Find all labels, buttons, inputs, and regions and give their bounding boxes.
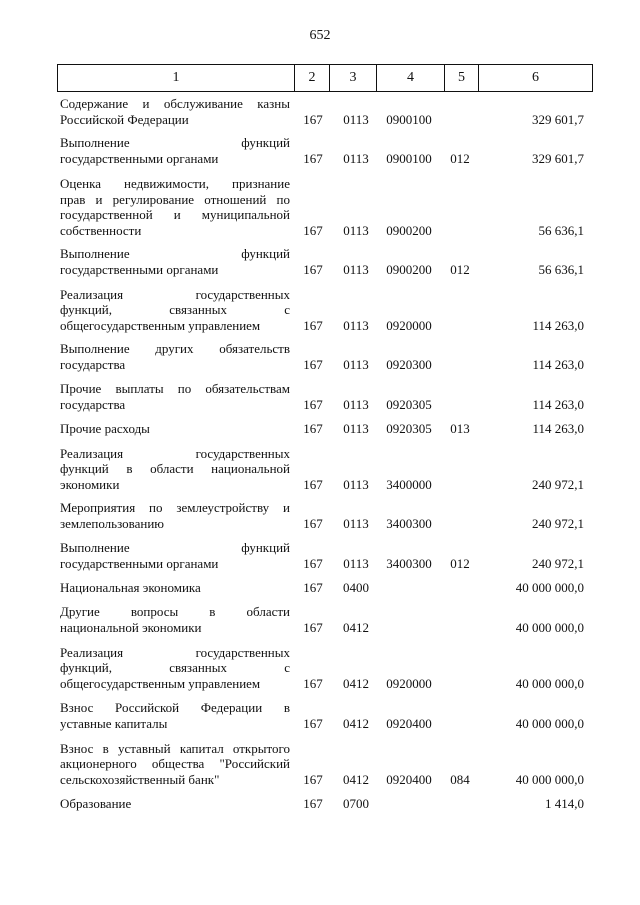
row-target-article: 0900200	[386, 222, 432, 238]
column-header-4: 4	[377, 65, 445, 92]
row-amount: 40 000 000,0	[515, 675, 584, 691]
table-row	[0, 500, 640, 531]
table-row	[0, 741, 640, 788]
row-description-line: Реализация государственных	[60, 286, 290, 302]
table-row	[0, 287, 640, 334]
row-target-article: 0920305	[386, 420, 432, 436]
row-section-code: 0113	[343, 515, 369, 531]
row-amount: 114 263,0	[532, 356, 584, 372]
row-description	[60, 381, 290, 412]
row-section-code: 0412	[343, 771, 369, 787]
row-expense-type: 012	[450, 261, 470, 277]
row-amount: 329 601,7	[532, 111, 584, 127]
row-description-line: Прочие выплаты по обязательствам	[60, 381, 290, 396]
table-row	[0, 246, 640, 277]
row-description	[60, 96, 290, 127]
row-target-article: 0900200	[386, 261, 432, 277]
row-description-line: Национальная экономика	[60, 579, 201, 595]
row-description-line: общегосударственным управлением	[60, 675, 261, 691]
row-description-line: Мероприятия по землеустройству и	[60, 500, 290, 515]
table-row	[0, 796, 640, 812]
table-row	[0, 341, 640, 372]
column-header-row	[58, 65, 593, 92]
row-amount: 240 972,1	[532, 555, 584, 571]
row-description	[60, 176, 290, 238]
row-target-article: 0920000	[386, 675, 432, 691]
row-description-line: государственными органами	[60, 261, 219, 277]
row-description-line: землепользованию	[60, 515, 165, 531]
row-description-line: Выполнение функций	[60, 246, 290, 261]
row-description-line: государства	[60, 396, 126, 412]
row-description-line: Российской Федерации	[60, 111, 189, 127]
table-row	[0, 645, 640, 692]
row-description	[60, 580, 290, 596]
row-section-code: 0700	[343, 795, 369, 811]
row-chapter-code: 167	[303, 619, 323, 635]
row-amount: 40 000 000,0	[515, 771, 584, 787]
row-target-article: 0920400	[386, 771, 432, 787]
row-description-line: экономики	[60, 476, 120, 492]
row-target-article: 3400300	[386, 515, 432, 531]
row-description-line: Выполнение других обязательств	[60, 341, 290, 356]
row-description-line: функций в области национальной	[60, 461, 290, 476]
row-section-code: 0412	[343, 619, 369, 635]
row-target-article: 0920400	[386, 715, 432, 731]
row-description-line: государственной и муниципальной	[60, 207, 290, 222]
row-description-line: функций, связанных с	[60, 660, 290, 675]
table-row	[0, 580, 640, 596]
row-description-line: Взнос в уставный капитал открытого	[60, 740, 290, 756]
row-chapter-code: 167	[303, 715, 323, 731]
column-header-5: 5	[445, 65, 479, 92]
row-chapter-code: 167	[303, 356, 323, 372]
row-expense-type: 012	[450, 555, 470, 571]
row-amount: 114 263,0	[532, 396, 584, 412]
row-amount: 114 263,0	[532, 317, 584, 333]
row-description-line: Реализация государственных	[60, 445, 290, 461]
column-header-table	[57, 64, 593, 92]
column-header-1: 1	[58, 65, 295, 92]
row-target-article: 0900100	[386, 111, 432, 127]
row-expense-type: 012	[450, 150, 470, 166]
row-section-code: 0113	[343, 111, 369, 127]
row-chapter-code: 167	[303, 150, 323, 166]
row-chapter-code: 167	[303, 317, 323, 333]
row-amount: 40 000 000,0	[515, 715, 584, 731]
row-amount: 56 636,1	[538, 222, 584, 238]
row-chapter-code: 167	[303, 111, 323, 127]
row-chapter-code: 167	[303, 476, 323, 492]
row-description	[60, 287, 290, 334]
row-section-code: 0113	[343, 420, 369, 436]
row-description-line: собственности	[60, 222, 142, 238]
row-description	[60, 645, 290, 692]
row-target-article: 0920300	[386, 356, 432, 372]
table-row	[0, 540, 640, 571]
row-chapter-code: 167	[303, 515, 323, 531]
row-chapter-code: 167	[303, 396, 323, 412]
row-amount: 40 000 000,0	[515, 619, 584, 635]
row-chapter-code: 167	[303, 795, 323, 811]
row-section-code: 0412	[343, 715, 369, 731]
row-section-code: 0400	[343, 579, 369, 595]
row-amount: 240 972,1	[532, 476, 584, 492]
row-chapter-code: 167	[303, 420, 323, 436]
table-row	[0, 446, 640, 493]
table-row	[0, 176, 640, 238]
table-row	[0, 381, 640, 412]
row-amount: 1 414,0	[545, 795, 584, 811]
row-expense-type: 013	[450, 420, 470, 436]
row-description-line: Содержание и обслуживание казны	[60, 96, 290, 111]
row-description-line: государственными органами	[60, 555, 219, 571]
row-description-line: Другие вопросы в области	[60, 604, 290, 619]
row-target-article: 0900100	[386, 150, 432, 166]
row-description-line: Взнос Российской Федерации в	[60, 700, 290, 715]
row-section-code: 0113	[343, 476, 369, 492]
row-section-code: 0113	[343, 150, 369, 166]
row-target-article: 0920305	[386, 396, 432, 412]
row-description	[60, 421, 290, 437]
row-section-code: 0412	[343, 675, 369, 691]
row-description	[60, 540, 290, 571]
row-description-line: национальной экономики	[60, 619, 202, 635]
row-description	[60, 700, 290, 731]
row-description-line: государственными органами	[60, 150, 219, 166]
row-description	[60, 604, 290, 635]
row-target-article: 3400000	[386, 476, 432, 492]
row-description-line: Образование	[60, 795, 132, 811]
row-description-line: функций, связанных с	[60, 302, 290, 317]
table-row	[0, 421, 640, 437]
row-amount: 240 972,1	[532, 515, 584, 531]
row-amount: 40 000 000,0	[515, 579, 584, 595]
row-expense-type: 084	[450, 771, 470, 787]
row-description	[60, 796, 290, 812]
row-description-line: акционерного общества "Российский	[60, 756, 290, 771]
row-target-article: 3400300	[386, 555, 432, 571]
row-description-line: Прочие расходы	[60, 420, 150, 436]
row-description-line: сельскохозяйственный банк"	[60, 771, 220, 787]
row-section-code: 0113	[343, 356, 369, 372]
row-section-code: 0113	[343, 317, 369, 333]
table-row	[0, 96, 640, 127]
row-target-article: 0920000	[386, 317, 432, 333]
column-header-6: 6	[479, 65, 593, 92]
row-chapter-code: 167	[303, 222, 323, 238]
row-section-code: 0113	[343, 555, 369, 571]
row-description-line: прав и регулирование отношений по	[60, 191, 290, 207]
row-description	[60, 446, 290, 493]
row-description-line: Реализация государственных	[60, 644, 290, 660]
row-description-line: Оценка недвижимости, признание	[60, 176, 290, 191]
row-description-line: государства	[60, 356, 126, 372]
row-chapter-code: 167	[303, 771, 323, 787]
row-amount: 56 636,1	[538, 261, 584, 277]
column-header-3: 3	[330, 65, 377, 92]
row-description-line: Выполнение функций	[60, 540, 290, 555]
table-row	[0, 135, 640, 166]
row-chapter-code: 167	[303, 579, 323, 595]
row-description	[60, 500, 290, 531]
table-row	[0, 604, 640, 635]
table-row	[0, 700, 640, 731]
row-section-code: 0113	[343, 396, 369, 412]
row-description-line: Выполнение функций	[60, 135, 290, 150]
row-description	[60, 246, 290, 277]
column-header-2: 2	[295, 65, 330, 92]
row-chapter-code: 167	[303, 555, 323, 571]
row-section-code: 0113	[343, 261, 369, 277]
row-description	[60, 341, 290, 372]
page-number: 652	[309, 28, 331, 43]
row-amount: 114 263,0	[532, 420, 584, 436]
row-description-line: уставные капиталы	[60, 715, 168, 731]
row-section-code: 0113	[343, 222, 369, 238]
row-description	[60, 741, 290, 788]
row-description	[60, 135, 290, 166]
row-amount: 329 601,7	[532, 150, 584, 166]
row-chapter-code: 167	[303, 261, 323, 277]
row-chapter-code: 167	[303, 675, 323, 691]
row-description-line: общегосударственным управлением	[60, 317, 261, 333]
